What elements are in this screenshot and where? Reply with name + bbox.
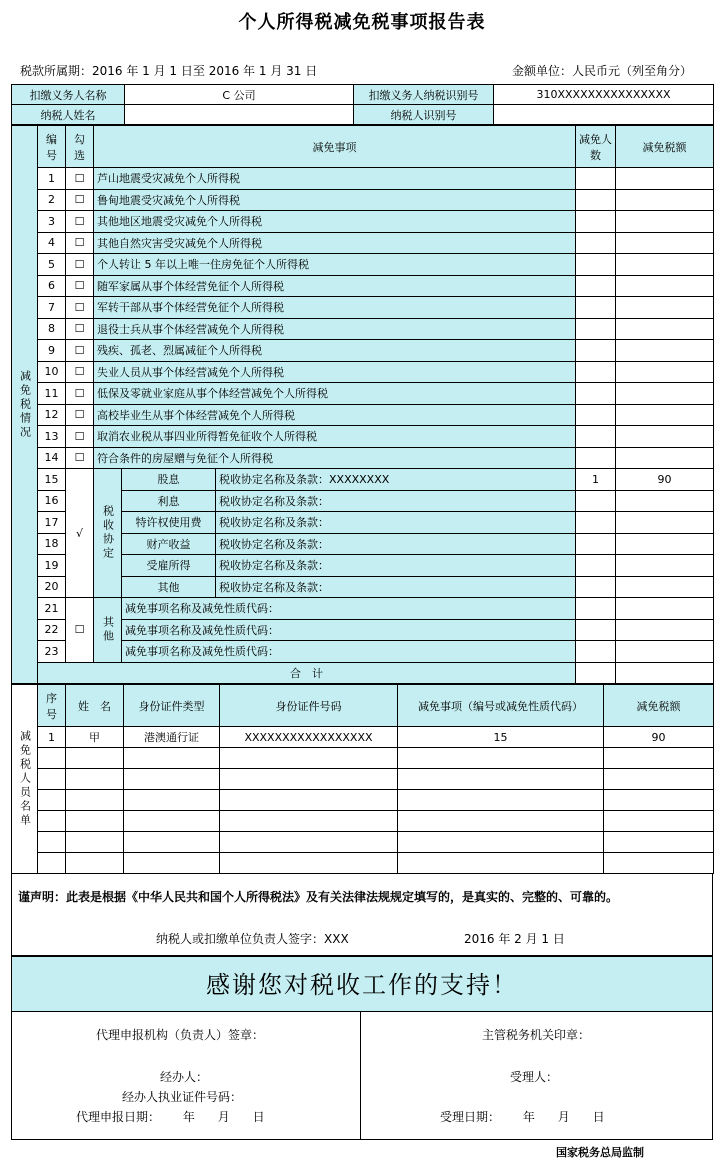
other-count[interactable]	[576, 619, 616, 641]
table-row	[12, 598, 714, 620]
person-idtype[interactable]	[124, 769, 220, 790]
agent-date: 代理申报日期： 年 月 日	[76, 1110, 265, 1124]
treaty-count[interactable]	[576, 512, 616, 534]
item-count[interactable]	[576, 168, 616, 190]
item-count[interactable]	[576, 189, 616, 211]
item-amount[interactable]	[616, 447, 714, 469]
item-amount[interactable]	[616, 275, 714, 297]
treaty-no: 19	[38, 555, 66, 577]
exemption-persons-table	[11, 684, 714, 874]
person-amount[interactable]	[604, 811, 714, 832]
treaty-no: 15	[38, 469, 66, 491]
amount-unit: 金额单位：人民币元（列至角分）	[511, 64, 692, 78]
table-row	[12, 361, 714, 383]
person-name[interactable]	[66, 853, 124, 874]
authority-seal: 主管税务机关印章：	[482, 1028, 591, 1042]
withholder-id-label: 扣缴义务人纳税识别号	[354, 85, 494, 105]
total-count[interactable]	[576, 662, 616, 684]
other-no: 23	[38, 641, 66, 663]
item-amount[interactable]	[616, 211, 714, 233]
taxpayer-name-value[interactable]	[125, 105, 354, 125]
taxpayer-name-label: 纳税人姓名	[12, 105, 125, 125]
treaty-text: 税收协定名称及条款：XXXXXXXX	[216, 469, 576, 491]
person-idno[interactable]	[220, 832, 398, 853]
taxpayer-id-label: 纳税人识别号	[354, 105, 494, 125]
table-row	[12, 447, 714, 469]
col-no-header: 编号	[38, 126, 66, 168]
signature-label: 纳税人或扣缴单位负责人签字：XXX	[156, 932, 349, 946]
item-text: 高校毕业生从事个体经营减免个人所得税	[94, 404, 576, 426]
total-amount[interactable]	[616, 662, 714, 684]
col-idtype-header: 身份证件类型	[124, 685, 220, 727]
col-idno-header: 身份证件号码	[220, 685, 398, 727]
treaty-type: 受雇所得	[122, 555, 216, 577]
person-item[interactable]: 15	[398, 727, 604, 748]
item-no: 2	[38, 189, 66, 211]
item-no: 3	[38, 211, 66, 233]
item-text: 其他地区地震受灾减免个人所得税	[94, 211, 576, 233]
person-idtype[interactable]	[124, 811, 220, 832]
item-count[interactable]	[576, 297, 616, 319]
treaty-count[interactable]: 1	[576, 469, 616, 491]
exemption-situation-table	[11, 125, 714, 684]
person-seq	[38, 853, 66, 874]
treaty-text: 税收协定名称及条款：	[216, 490, 576, 512]
col-seq-header: 序号	[38, 685, 66, 727]
table-row	[12, 189, 714, 211]
table-row	[12, 254, 714, 276]
treaty-text: 税收协定名称及条款：	[216, 512, 576, 534]
table-row	[12, 469, 714, 491]
tax-period: 税款所属期：2016 年 1 月 1 日至 2016 年 1 月 31 日	[20, 64, 318, 78]
treaty-label: 税收协定	[94, 469, 122, 598]
item-checkbox[interactable]: ☐	[66, 211, 94, 233]
treaty-amount[interactable]	[616, 490, 714, 512]
table-row	[12, 340, 714, 362]
declaration-text: 谨声明：此表是根据《中华人民共和国个人所得税法》及有关法律法规规定填写的，是真实的、完整的、可靠的。	[18, 890, 619, 904]
person-name[interactable]	[66, 811, 124, 832]
side-label-situation: 减免税情况	[12, 126, 38, 684]
treaty-count[interactable]	[576, 576, 616, 598]
item-text: 军转干部从事个体经营免征个人所得税	[94, 297, 576, 319]
person-item[interactable]	[398, 811, 604, 832]
person-idno[interactable]	[220, 853, 398, 874]
person-item[interactable]	[398, 769, 604, 790]
item-amount[interactable]	[616, 426, 714, 448]
item-amount[interactable]	[616, 361, 714, 383]
item-checkbox[interactable]: ☐	[66, 168, 94, 190]
item-text: 其他自然灾害受灾减免个人所得税	[94, 232, 576, 254]
person-amount[interactable]: 90	[604, 727, 714, 748]
item-checkbox[interactable]: ☐	[66, 232, 94, 254]
person-name[interactable]	[66, 769, 124, 790]
item-no: 4	[38, 232, 66, 254]
table-row	[12, 383, 714, 405]
other-amount[interactable]	[616, 619, 714, 641]
item-no: 11	[38, 383, 66, 405]
other-text: 减免事项名称及减免性质代码：	[122, 619, 576, 641]
person-idno[interactable]	[220, 748, 398, 769]
table-row	[12, 426, 714, 448]
item-count[interactable]	[576, 404, 616, 426]
treaty-type: 特许权使用费	[122, 512, 216, 534]
item-count[interactable]	[576, 361, 616, 383]
treaty-check[interactable]: √	[66, 469, 94, 598]
item-amount[interactable]	[616, 318, 714, 340]
receive-date: 受理日期： 年 月 日	[440, 1110, 605, 1124]
agent-org-sign: 代理申报机构（负责人）签章：	[96, 1028, 265, 1042]
person-seq: 1	[38, 727, 66, 748]
table-row	[12, 727, 714, 748]
other-count[interactable]	[576, 598, 616, 620]
person-seq	[38, 769, 66, 790]
treaty-amount[interactable]	[616, 576, 714, 598]
person-name[interactable]	[66, 832, 124, 853]
item-count[interactable]	[576, 254, 616, 276]
item-checkbox[interactable]: ☐	[66, 383, 94, 405]
header-info-table	[11, 84, 714, 125]
item-checkbox[interactable]: ☐	[66, 254, 94, 276]
table-row	[12, 790, 714, 811]
table-row	[12, 168, 714, 190]
treaty-count[interactable]	[576, 490, 616, 512]
treaty-no: 17	[38, 512, 66, 534]
item-count[interactable]	[576, 426, 616, 448]
table-row	[12, 211, 714, 233]
treaty-type: 股息	[122, 469, 216, 491]
other-text: 减免事项名称及减免性质代码：	[122, 641, 576, 663]
item-text: 个人转让 5 年以上唯一住房免征个人所得税	[94, 254, 576, 276]
table-row	[12, 832, 714, 853]
other-checkbox[interactable]: ☐	[66, 598, 94, 663]
other-text: 减免事项名称及减免性质代码：	[122, 598, 576, 620]
treaty-amount[interactable]: 90	[616, 469, 714, 491]
other-label: 其他	[94, 598, 122, 663]
treaty-type: 财产收益	[122, 533, 216, 555]
item-count[interactable]	[576, 275, 616, 297]
item-no: 9	[38, 340, 66, 362]
person-seq	[38, 832, 66, 853]
other-amount[interactable]	[616, 641, 714, 663]
other-no: 22	[38, 619, 66, 641]
person-item[interactable]	[398, 853, 604, 874]
person-amount[interactable]	[604, 853, 714, 874]
thanks-banner: 感谢您对税收工作的支持！	[11, 956, 713, 1012]
item-count[interactable]	[576, 211, 616, 233]
person-seq	[38, 790, 66, 811]
treaty-amount[interactable]	[616, 555, 714, 577]
item-amount[interactable]	[616, 189, 714, 211]
receiver: 受理人：	[510, 1070, 559, 1084]
item-text: 取消农业税从事四业所得暂免征收个人所得税	[94, 426, 576, 448]
item-text: 残疾、孤老、烈属减征个人所得税	[94, 340, 576, 362]
person-seq	[38, 811, 66, 832]
agent-handler-cert: 经办人执业证件号码：	[122, 1090, 243, 1104]
treaty-no: 18	[38, 533, 66, 555]
item-checkbox[interactable]: ☐	[66, 447, 94, 469]
item-text: 失业人员从事个体经营减免个人所得税	[94, 361, 576, 383]
declaration-box	[11, 874, 713, 956]
person-idtype[interactable]	[124, 832, 220, 853]
item-text: 符合条件的房屋赠与免征个人所得税	[94, 447, 576, 469]
item-count[interactable]	[576, 318, 616, 340]
item-checkbox[interactable]: ☐	[66, 404, 94, 426]
other-amount[interactable]	[616, 598, 714, 620]
other-count[interactable]	[576, 641, 616, 663]
item-no: 10	[38, 361, 66, 383]
person-item[interactable]	[398, 748, 604, 769]
table-row	[12, 318, 714, 340]
item-count[interactable]	[576, 383, 616, 405]
person-seq	[38, 748, 66, 769]
item-text: 鲁甸地震受灾减免个人所得税	[94, 189, 576, 211]
col-item-header: 减免事项（编号或减免性质代码）	[398, 685, 604, 727]
item-amount[interactable]	[616, 340, 714, 362]
item-text: 低保及零就业家庭从事个体经营减免个人所得税	[94, 383, 576, 405]
agent-handler: 经办人：	[160, 1070, 209, 1084]
footer-supervisor: 国家税务总局监制	[556, 1146, 644, 1159]
treaty-count[interactable]	[576, 555, 616, 577]
person-item[interactable]	[398, 832, 604, 853]
treaty-text: 税收协定名称及条款：	[216, 576, 576, 598]
person-idtype[interactable]	[124, 748, 220, 769]
table-row	[12, 404, 714, 426]
person-idtype[interactable]	[124, 853, 220, 874]
item-checkbox[interactable]: ☐	[66, 426, 94, 448]
item-amount[interactable]	[616, 404, 714, 426]
person-idtype[interactable]: 港澳通行证	[124, 727, 220, 748]
treaty-amount[interactable]	[616, 533, 714, 555]
item-amount[interactable]	[616, 297, 714, 319]
person-amount[interactable]	[604, 790, 714, 811]
treaty-text: 税收协定名称及条款：	[216, 555, 576, 577]
table-row	[12, 748, 714, 769]
withholder-name-label: 扣缴义务人名称	[12, 85, 125, 105]
treaty-type: 利息	[122, 490, 216, 512]
withholder-id-value[interactable]: 310XXXXXXXXXXXXXXX	[494, 85, 714, 105]
item-checkbox[interactable]: ☐	[66, 361, 94, 383]
agent-divider	[360, 1012, 361, 1140]
item-text: 芦山地震受灾减免个人所得税	[94, 168, 576, 190]
item-amount[interactable]	[616, 232, 714, 254]
table-row	[12, 232, 714, 254]
person-idno[interactable]	[220, 811, 398, 832]
person-item[interactable]	[398, 790, 604, 811]
col-name-header: 姓 名	[66, 685, 124, 727]
item-checkbox[interactable]: ☐	[66, 340, 94, 362]
person-idtype[interactable]	[124, 790, 220, 811]
item-no: 12	[38, 404, 66, 426]
treaty-type: 其他	[122, 576, 216, 598]
signature-date: 2016 年 2 月 1 日	[464, 932, 565, 946]
side-label-persons: 减免税人员名单	[12, 685, 38, 874]
taxpayer-id-value[interactable]	[494, 105, 714, 125]
table-row	[12, 811, 714, 832]
item-no: 6	[38, 275, 66, 297]
item-count[interactable]	[576, 447, 616, 469]
person-idno[interactable]	[220, 790, 398, 811]
person-name[interactable]: 甲	[66, 727, 124, 748]
person-amount[interactable]	[604, 748, 714, 769]
col-count-header: 减免人数	[576, 126, 616, 168]
person-amount[interactable]	[604, 769, 714, 790]
item-no: 5	[38, 254, 66, 276]
item-no: 7	[38, 297, 66, 319]
person-name[interactable]	[66, 748, 124, 769]
table-row	[12, 275, 714, 297]
item-checkbox[interactable]: ☐	[66, 275, 94, 297]
item-checkbox[interactable]: ☐	[66, 189, 94, 211]
item-amount[interactable]	[616, 168, 714, 190]
col-item-header: 减免事项	[94, 126, 576, 168]
total-label: 合 计	[38, 662, 576, 684]
item-no: 1	[38, 168, 66, 190]
table-row	[12, 853, 714, 874]
item-count[interactable]	[576, 232, 616, 254]
withholder-name-value[interactable]: C 公司	[125, 85, 354, 105]
item-checkbox[interactable]: ☐	[66, 318, 94, 340]
treaty-no: 20	[38, 576, 66, 598]
treaty-amount[interactable]	[616, 512, 714, 534]
treaty-no: 16	[38, 490, 66, 512]
form-title: 个人所得税减免税事项报告表	[238, 12, 486, 33]
item-no: 14	[38, 447, 66, 469]
treaty-text: 税收协定名称及条款：	[216, 533, 576, 555]
person-idno[interactable]	[220, 769, 398, 790]
col-amount-header: 减免税额	[604, 685, 714, 727]
other-no: 21	[38, 598, 66, 620]
item-text: 退役士兵从事个体经营减免个人所得税	[94, 318, 576, 340]
person-amount[interactable]	[604, 832, 714, 853]
table-row	[12, 769, 714, 790]
item-amount[interactable]	[616, 383, 714, 405]
item-amount[interactable]	[616, 254, 714, 276]
table-row	[12, 297, 714, 319]
person-idno[interactable]: XXXXXXXXXXXXXXXXX	[220, 727, 398, 748]
item-count[interactable]	[576, 340, 616, 362]
col-amount-header: 减免税额	[616, 126, 714, 168]
person-name[interactable]	[66, 790, 124, 811]
col-check-header: 勾选	[66, 126, 94, 168]
item-checkbox[interactable]: ☐	[66, 297, 94, 319]
item-no: 8	[38, 318, 66, 340]
treaty-count[interactable]	[576, 533, 616, 555]
item-no: 13	[38, 426, 66, 448]
item-text: 随军家属从事个体经营免征个人所得税	[94, 275, 576, 297]
